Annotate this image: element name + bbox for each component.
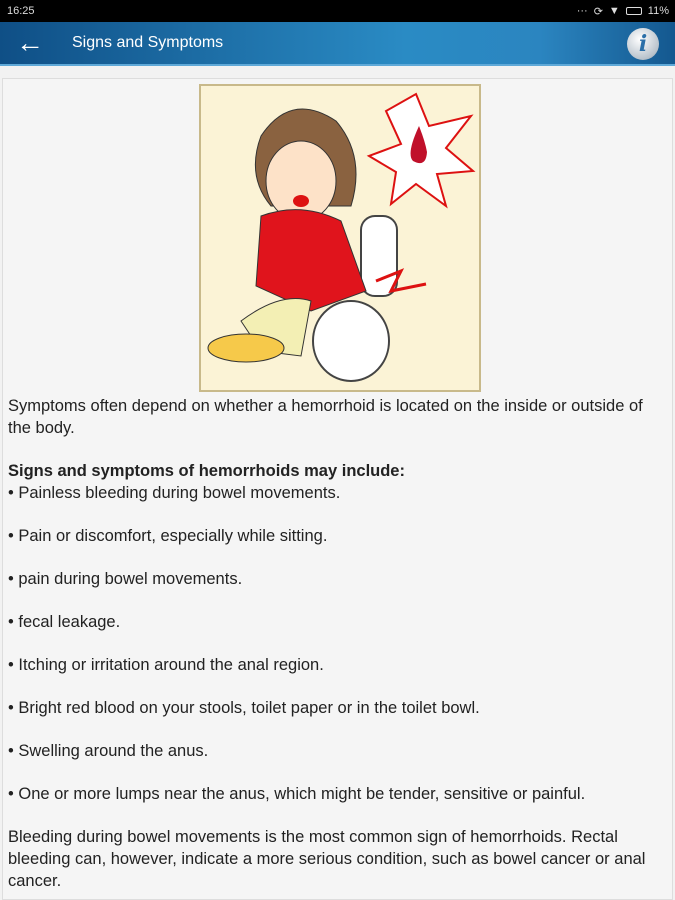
back-button[interactable]	[0, 21, 60, 65]
closing-paragraph: Bleeding during bowel movements is the most common sign of hemorrhoids. Rectal bleeding can, however, indicate a more serious condition, such as bowel cancer or anal cancer.	[8, 828, 646, 890]
app-bar	[0, 22, 675, 66]
notification-dots-icon: ···	[576, 5, 588, 17]
list-heading: Signs and symptoms of hemorrhoids may include:	[8, 462, 405, 480]
info-icon: i	[638, 31, 648, 57]
list-item: • Bright red blood on your stools, toilet paper or in the toilet bowl.	[8, 699, 480, 717]
wifi-icon: ▼	[608, 5, 620, 17]
list-item: • One or more lumps near the anus, which might be tender, sensitive or painful.	[8, 785, 586, 803]
page-title: Signs and Symptoms	[72, 34, 224, 51]
list-item: • pain during bowel movements.	[8, 570, 243, 588]
symptom-illustration	[199, 84, 481, 392]
status-bar	[0, 0, 675, 22]
article-text	[8, 395, 662, 892]
list-item: • fecal leakage.	[8, 613, 121, 631]
list-item: • Pain or discomfort, especially while sitting.	[8, 527, 328, 545]
intro-paragraph: Symptoms often depend on whether a hemorrhoid is located on the inside or outside of the body.	[8, 397, 643, 437]
list-item: • Swelling around the anus.	[8, 742, 209, 760]
article	[2, 78, 673, 900]
sync-icon: ⟳	[593, 5, 603, 18]
list-item: • Itching or irritation around the anal region.	[8, 656, 324, 674]
arrow-left-icon: ←	[16, 27, 44, 58]
battery-icon	[626, 7, 642, 15]
list-item: • Painless bleeding during bowel movements.	[8, 484, 341, 502]
battery-level: 11%	[647, 5, 669, 17]
info-button[interactable]	[627, 28, 659, 60]
status-time: 16:25	[7, 5, 35, 17]
